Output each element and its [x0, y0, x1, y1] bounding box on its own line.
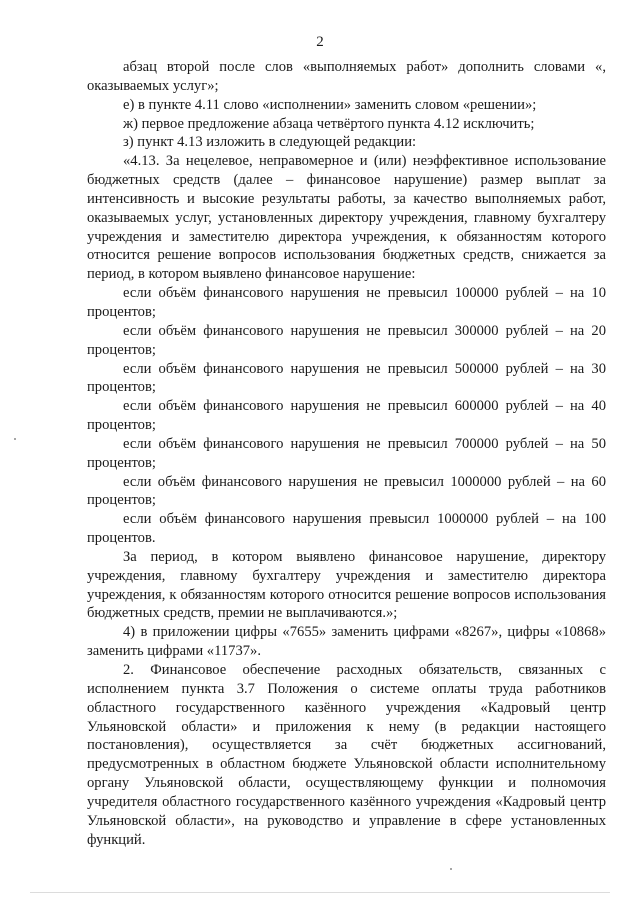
- list-item-20-percent: если объём финансового нарушения не превысил 300000 рублей – на 20 процентов;: [87, 322, 606, 358]
- paragraph-clause-4-13: «4.13. За нецелевое, неправомерное и (или) неэффективное использование бюджетных средств (далее – финансовое нарушение) размер выплат за интенсивность и высокие результаты работы, за качество выполняемых работ, оказываемых услуг, установленных директору учреждения, главному бухгалтеру учреждения и заместителю директора учреждения, к обязанностям которого относится решение вопросов использования бюджетных средств, снижается за период, в котором выявлено финансовое нарушение:: [87, 153, 606, 283]
- paragraph-abzac-vtoroy: абзац второй после слов «выполняемых работ» дополнить словами «, оказываемых услуг»;: [87, 59, 606, 94]
- scan-artifact: [450, 868, 452, 870]
- paragraph-item-4: 4) в приложении цифры «7655» заменить цифрами «8267», цифры «10868» заменить цифрами «11737».: [87, 624, 606, 660]
- scan-artifact: [30, 892, 610, 893]
- list-item-30-percent: если объём финансового нарушения не превысил 500000 рублей – на 30 процентов;: [87, 360, 606, 396]
- paragraph-premii: За период, в котором выявлено финансовое нарушение, директору учреждения, главному бухгалтеру учреждения и заместителю директора учреждения, к обязанностям которого относится решение вопросов использования бюджетных средств, премии не выплачиваются.»;: [87, 548, 606, 622]
- paragraph-item-e: е) в пункте 4.11 слово «исполнении» заменить словом «решении»;: [123, 96, 537, 113]
- list-item-100-percent: если объём финансового нарушения превысил 1000000 рублей – на 100 процентов.: [87, 511, 606, 547]
- list-item-50-percent: если объём финансового нарушения не превысил 700000 рублей – на 50 процентов;: [87, 435, 606, 471]
- list-item-60-percent: если объём финансового нарушения не превысил 1000000 рублей – на 60 процентов;: [87, 473, 606, 509]
- document-body: [87, 58, 606, 849]
- paragraph-item-zh: ж) первое предложение абзаца четвёртого пункта 4.12 исключить;: [123, 115, 535, 132]
- page-number: 2: [316, 34, 324, 50]
- scan-artifact: [14, 438, 16, 440]
- list-item-10-percent: если объём финансового нарушения не превысил 100000 рублей – на 10 процентов;: [87, 285, 606, 320]
- list-item-40-percent: если объём финансового нарушения не превысил 600000 рублей – на 40 процентов;: [87, 398, 606, 434]
- paragraph-item-z: з) пункт 4.13 изложить в следующей редакции:: [123, 134, 417, 151]
- paragraph-section-2: 2. Финансовое обеспечение расходных обязательств, связанных с исполнением пункта 3.7 Положения о системе оплаты труда работников областного государственного казённого учреждения «Кадровый центр Ульяновской области» и приложения к нему (в редакции настоящего постановления), осуществляется за счёт бюджетных ассигнований, предусмотренных в областном бюджете Ульяновской области исполнительному органу Ульяновской области, осуществляющему функции и полномочия учредителя областного государственного казённого учреждения «Кадровый центр Ульяновской области», на руководство и управление в сфере установленных функций.: [87, 662, 606, 848]
